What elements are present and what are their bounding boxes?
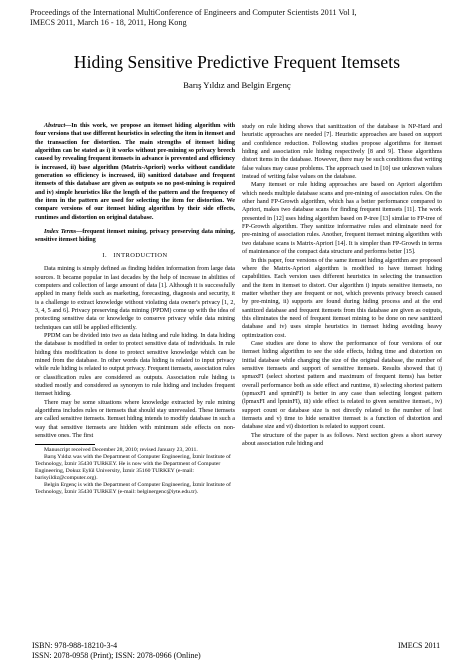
footer-issn: ISSN: 2078-0958 (Print); ISSN: 2078-0966 (Online) (32, 651, 201, 660)
right-paragraph-2: Many itemset or rule hiding approaches are based on Apriori algorithm which needs multiple database scans and pre-mining of association rules. On the other hand FP-Growth algorithm, which has a better performance compared to Apriori, makes two database scans for finding frequent itemsets [11]. The work presented in [12] uses hiding algorithm based on P-tree [13] similar to FP-tree of FP-Growth algorithm. They sanitize informative rules and eliminate need for pre-mining of association rules. Another, frequent itemset mining algorithm with two database scans is Matrix-Apriori [14]. It is simpler than FP-Growth in terms of maintenance of the compact data structure and performs better [15]. (242, 182, 442, 256)
right-paragraph-4: Case studies are done to show the performance of four versions of our itemset hiding algorithm to see the side effects, hiding time and distortion on initial database while changing the size of the original database, the number of sensitive itemsets and support of sensitive itemsets. Results showed that i) spmaxFI (select shortest pattern and maximum of frequent items) has better overall performance both as side effect and runtime, ii) selecting shortest pattern (spmaxFI and spminFI) is better in any case than selecting longest pattern (lpmaxFI and lpminFI), iii) side effect is related to given sensitive itemset., iv) support count or database size is not directly related to the number of lost itemsets and v) time to hide sensitive itemset is a function of distortion and database size and vi) distortion is related to support count. (242, 340, 442, 431)
footer-conference: IMECS 2011 (398, 641, 441, 650)
intro-paragraph-2: PPDM can be divided into two as data hiding and rule hiding. In data hiding the database is modified in order to protect sensitive data of individuals. In rule hiding this modification is done to protect sensitive knowledge which can be mined from the database. In other words data hiding is related to input privacy while rule hiding is related to output privacy. Frequent itemsets, association rules or classification rules are considered as outputs. Association rule hiding is studied mostly and considered as synonym to rule hiding and includes frequent itemset hiding. (35, 332, 235, 398)
right-paragraph-3: In this paper, four versions of the same itemset hiding algorithm are proposed where the Matrix-Apriori algorithm is modified to have itemset hiding capabilities. Each version uses different heuristics in selecting the transaction and the item in itemset to distort. Our algorithm i) inputs sensitive itemsets, no matter whether they are frequent or not, which prevents privacy breech caused by pre-mining, ii) supports are found during hiding process and at the end sanitized database and frequent itemsets from this database are given as outputs, this eliminates the need of frequent itemset mining to be done on new sanitized database and iv) uses simple heuristics in itemset hiding avoiding heavy optimization cost. (242, 257, 442, 339)
header-line-2: IMECS 2011, March 16 - 18, 2011, Hong Kong (30, 18, 187, 27)
section-number: I. (102, 251, 108, 259)
right-column (242, 123, 442, 448)
footer-isbn: ISBN: 978-988-18210-3-4 (32, 641, 118, 650)
index-terms-text: —frequent itemset mining, privacy preserving data mining, sensitive itemset hiding (35, 229, 235, 244)
header-line-1: Proceedings of the International MultiConference of Engineers and Computer Scientists 2011 Vol I, (30, 8, 357, 17)
abstract-lead: Abstract (44, 123, 66, 129)
footnote-author-1: Barış Yıldız was with the Department of Computer Engineering, İzmir Institute of Technology, İzmir 35430 TURKEY. He is now with the Department of Computer Engineering, Dokuz Eylül University, İzmir 35160 TURKEY (e-mail: barisyildiz@computer.org). (35, 454, 231, 482)
left-column (35, 122, 235, 496)
footnote-author-2: Belgin Ergenç is with the Department of Computer Engineering, İzmir Institute of Technology, İzmir 35430 TURKEY (e-mail: belginergenc@iyte.edu.tr). (35, 482, 231, 496)
footer-left (32, 641, 201, 661)
section-title: INTRODUCTION (113, 251, 168, 259)
index-terms (35, 228, 235, 245)
index-terms-lead: Index Terms (44, 229, 77, 236)
intro-paragraph-3: There may be some situations where knowledge extracted by rule mining algorithms includes rules or itemsets that should stay unrevealed. These itemsets are called sensitive itemsets. Itemset hiding intends to modify database in such a way that sensitive itemsets are hidden with minimum side effects on non-sensitive ones. The first (35, 399, 235, 440)
running-header (30, 8, 450, 28)
footnotes (35, 447, 235, 496)
right-paragraph-5: The structure of the paper is as follows. Next section gives a short survey about association rule hiding and (242, 432, 442, 448)
abstract (35, 122, 235, 222)
right-paragraph-1: study on rule hiding shows that sanitization of the database is NP-Hard and heuristic approaches are needed [7]. Heuristic approaches are based on support and confidence reduction. Following studies propose algorithms for itemset hiding and association rule hiding respectively [8 and 9]. These algorithms distort items in the database. However, there may be such conditions that writing false values may cause problems. The approach used in [10] use unknown values instead of writing false values on the database. (242, 124, 442, 181)
footnote-received: Manuscript received December 28, 2010; revised January 23, 2011. (44, 447, 198, 454)
paper-title: Hiding Sensitive Predictive Frequent Itemsets (73, 52, 401, 72)
intro-paragraph-1: Data mining is simply defined as finding hidden information from large data sources. It became popular in last decades by the help of increase in abilities of computers and collection of large amount of data [1]. Although it is successfully applied in many fields such as marketing, forecasting, diagnosis and security, it is a challenge to extract knowledge without violating data owner's privacy [1, 2, 3, 4, 5 and 6]. Privacy preserving data mining (PPDM) come up with the idea of protecting sensitive data or knowledge to conserve privacy while data mining techniques can still be applied efficiently. (35, 266, 235, 331)
section-heading-introduction (35, 252, 235, 260)
abstract-text: —In this work, we propose an itemset hiding algorithm with four versions that use different heuristics in selecting the item in itemset and the transaction for distortion. The main strengths of itemset hiding algorithm can be stated as i) it works without pre-mining so privacy breech caused by revealing frequent itemsets in advance is prevented and efficiency is increased, ii) base algorithm (Matrix-Apriori) works without candidate generation so efficiency is increased, iii) sanitized database and frequent itemsets of this database are given as outputs so no post-mining is required and iv) simple heuristics like the length of the pattern and the frequency of the item in the pattern are used for selecting the item for distortion. We compare versions of our itemset hiding algorithm by their side effects, runtimes and distortion on original database. (35, 123, 235, 221)
paper-authors: Barış Yıldız and Belgin Ergenç (183, 80, 291, 90)
